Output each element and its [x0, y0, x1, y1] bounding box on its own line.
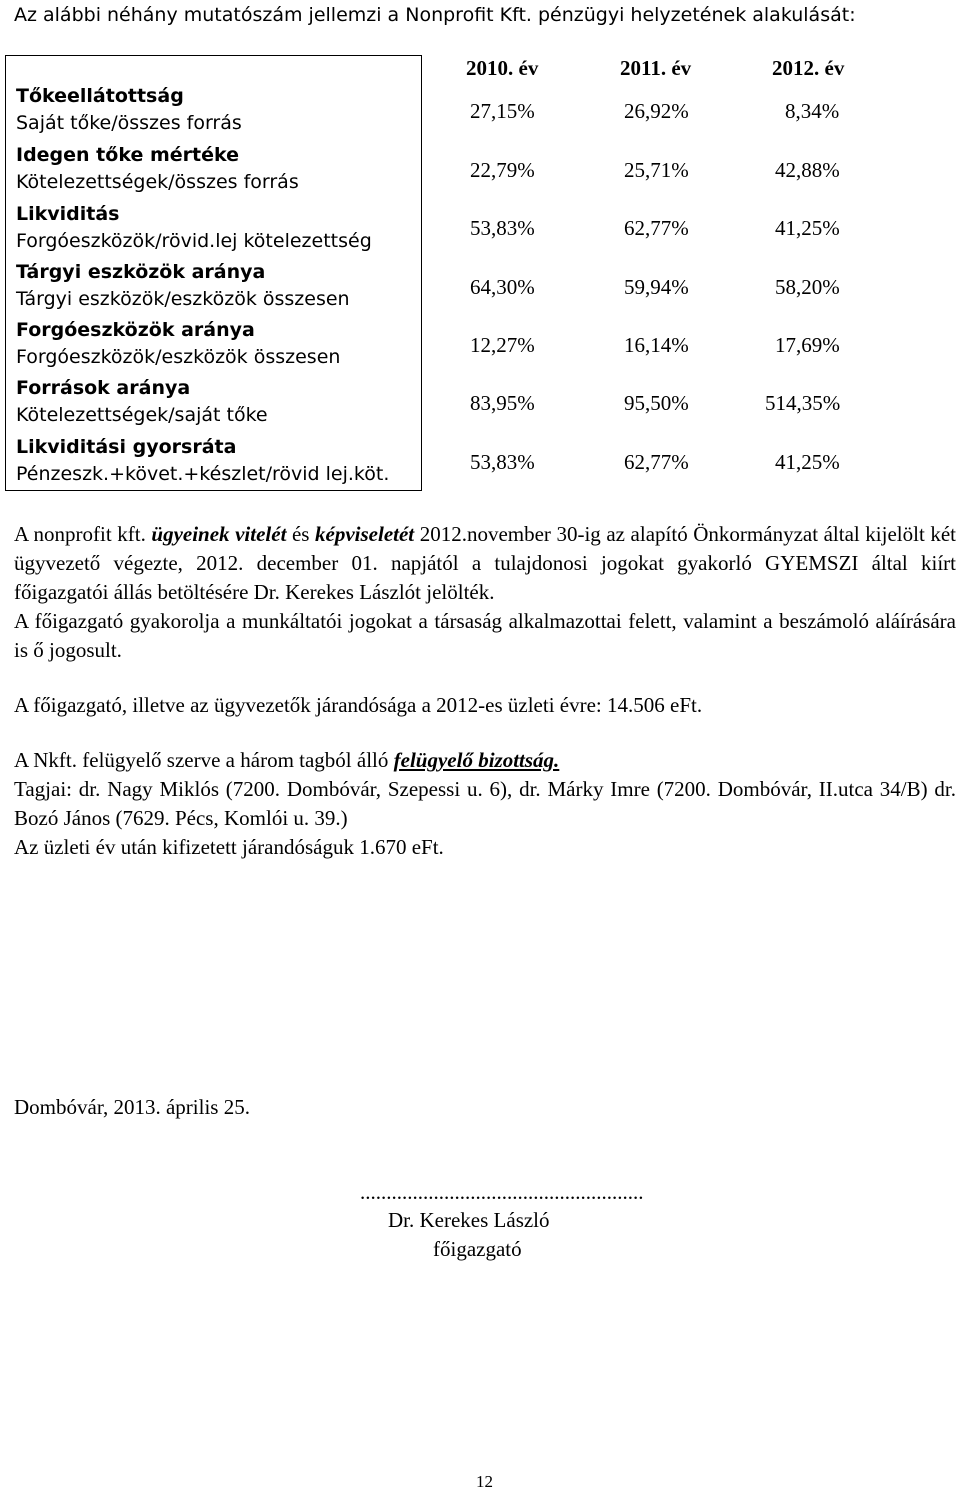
paragraph-members-pay: Az üzleti év után kifizetett járandóságuk 1.670 eFt. — [14, 835, 444, 859]
ratio-formula: Kötelezettségek/összes forrás — [16, 171, 299, 193]
ratio-name: Tárgyi eszközök aránya — [16, 261, 266, 283]
ratio-formula: Forgóeszközök/eszközök összesen — [16, 346, 341, 368]
paragraph-supervisory — [14, 746, 956, 775]
ratio-formula: Pénzeszk.+követ.+készlet/rövid lej.köt. — [16, 463, 390, 485]
ratio-value: 16,14% — [624, 333, 689, 357]
ratio-formula: Saját tőke/összes forrás — [16, 112, 242, 134]
emphasis-text: képviseletét — [315, 522, 415, 546]
ratio-formula: Forgóeszközök/rövid.lej kötelezettség — [16, 230, 372, 252]
ratio-row — [16, 83, 420, 137]
ratio-row — [16, 142, 420, 196]
emphasis-text: felügyelő bizottság. — [393, 748, 560, 772]
signature-line: ...................................................... — [360, 1180, 644, 1204]
intro-text: Az alábbi néhány mutatószám jellemzi a Nonprofit Kft. pénzügyi helyzetének alakulását: — [14, 4, 856, 26]
ratio-value: 53,83% — [470, 450, 535, 474]
text-run: A Nkft. felügyelő szerve a három tagból álló — [14, 748, 394, 772]
ratio-name: Forgóeszközök aránya — [16, 319, 255, 341]
year-header: 2010. év — [466, 56, 539, 80]
ratio-value: 514,35% — [765, 391, 841, 415]
ratio-value: 17,69% — [775, 333, 840, 357]
ratio-value: 26,92% — [624, 99, 689, 123]
ratio-value: 12,27% — [470, 333, 535, 357]
ratio-value: 42,88% — [775, 158, 840, 182]
ratio-value: 58,20% — [775, 275, 840, 299]
ratio-value: 64,30% — [470, 275, 535, 299]
ratio-value: 95,50% — [624, 391, 689, 415]
place-date: Dombóvár, 2013. április 25. — [14, 1095, 250, 1119]
ratio-value: 25,71% — [624, 158, 689, 182]
ratio-row — [16, 375, 420, 429]
ratio-value: 59,94% — [624, 275, 689, 299]
year-header: 2011. év — [620, 56, 692, 80]
ratio-row — [16, 259, 420, 313]
year-header: 2012. év — [772, 56, 845, 80]
ratio-name: Idegen tőke mértéke — [16, 144, 239, 166]
ratio-value: 41,25% — [775, 216, 840, 240]
ratio-value: 62,77% — [624, 450, 689, 474]
ratio-value: 22,79% — [470, 158, 535, 182]
paragraph-members: Tagjai: dr. Nagy Miklós (7200. Dombóvár, Szepessi u. 6), dr. Márky Imre (7200. Dombóvár, II.utca 34/B) dr. Bozó János (7629. Pécs, Komlói u. 39.) — [14, 777, 956, 830]
text-run: A nonprofit kft. — [14, 522, 152, 546]
ratio-labels-box — [5, 55, 422, 491]
ratio-name: Források aránya — [16, 377, 191, 399]
ratio-value: 8,34% — [785, 99, 840, 123]
ratio-row — [16, 434, 420, 488]
ratio-formula: Tárgyi eszközök/eszközök összesen — [16, 288, 350, 310]
emphasis-text: ügyeinek vitelét — [151, 522, 287, 546]
paragraph-compensation: A főigazgató, illetve az ügyvezetők járandósága a 2012-es üzleti évre: 14.506 eFt. — [14, 693, 703, 717]
paragraph-director-rights: A főigazgató gyakorolja a munkáltatói jogokat a társaság alkalmazottai felett, valamint a beszámoló aláírására is ő jogosult. — [14, 609, 956, 662]
ratio-row — [16, 201, 420, 255]
ratio-value: 53,83% — [470, 216, 535, 240]
ratio-value: 27,15% — [470, 99, 535, 123]
ratio-name: Likviditási gyorsráta — [16, 436, 237, 458]
ratio-formula: Kötelezettségek/saját tőke — [16, 404, 268, 426]
paragraph-management — [14, 520, 956, 607]
page-number: 12 — [476, 1472, 493, 1491]
signatory-title: főigazgató — [433, 1237, 522, 1261]
signatory-name: Dr. Kerekes László — [388, 1208, 550, 1232]
text-run: és — [286, 522, 316, 546]
ratio-row — [16, 317, 420, 371]
ratio-value: 41,25% — [775, 450, 840, 474]
ratio-value: 83,95% — [470, 391, 535, 415]
ratio-value: 62,77% — [624, 216, 689, 240]
text-run: 2012.november 30-ig az alapító Önkormányzat által kijelölt két ügyvezető végezte, 2012. december 01. napjától a tulajdonosi jogokat gyakorló GYEMSZI által kiírt főigazgatói állás betöltésére Dr. Kerekes Lászlót jelölték. — [14, 522, 956, 604]
body-text — [14, 520, 956, 862]
ratio-name: Tőkeellátottság — [16, 85, 184, 107]
ratio-name: Likviditás — [16, 203, 120, 225]
